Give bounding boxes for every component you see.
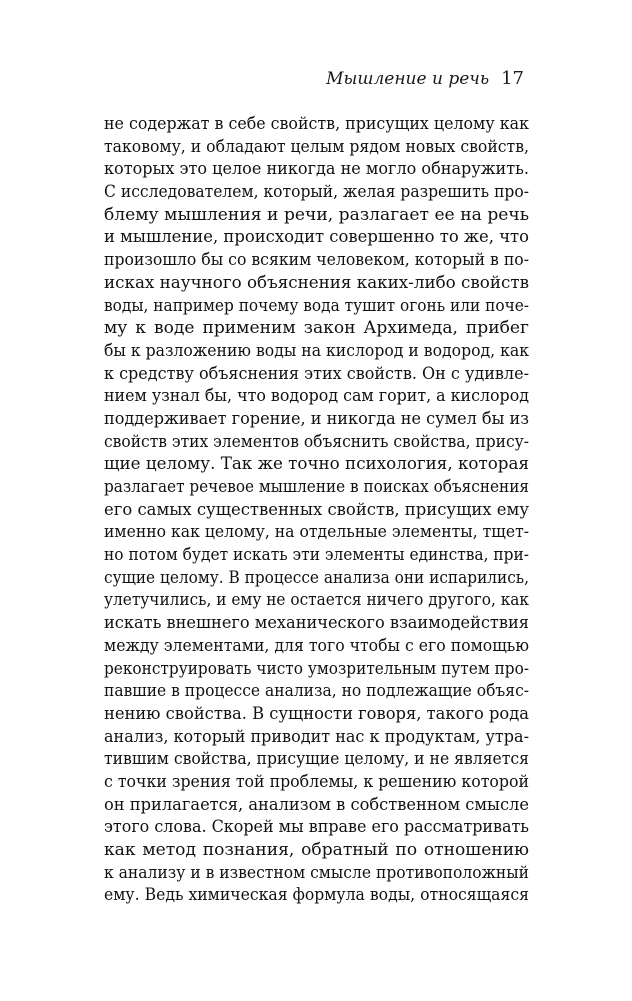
text-line: но потом будет искать эти элементы единства, при- (104, 545, 529, 566)
text-line: таковому, и обладают целым рядом новых свойств, (104, 136, 529, 157)
text-line: свойств этих элементов объяснить свойства, прису- (104, 431, 529, 452)
text-line: к анализу и в известном смысле противоположный (104, 862, 529, 883)
text-line: между элементами, для того чтобы с его помощью (104, 635, 529, 656)
text-line: к средству объяснения этих свойств. Он с удивле- (104, 363, 529, 384)
page-number: 17 (501, 68, 524, 89)
text-line: реконструировать чисто умозрительным путем про- (104, 658, 529, 679)
text-line: его самых существенных свойств, присущих ему (104, 499, 529, 520)
text-line: воды, например почему вода тушит огонь или поче- (104, 295, 529, 316)
text-line: блему мышления и речи, разлагает ее на речь (104, 204, 529, 225)
running-title: Мышление и речь (326, 69, 490, 89)
text-line: анализ, который приводит нас к продуктам, утра- (104, 726, 529, 747)
text-line: исках научного объяснения каких-либо свойств (104, 272, 529, 293)
text-line: ему. Ведь химическая формула воды, относящаяся (104, 885, 529, 906)
text-line: нием узнал бы, что водород сам горит, а кислород (104, 386, 529, 407)
text-line: именно как целому, на отдельные элементы, тщет- (104, 522, 529, 543)
text-line: улетучились, и ему не остается ничего другого, как (104, 590, 529, 611)
text-line: щие целому. Так же точно психология, которая (104, 454, 529, 475)
text-line: этого слова. Скорей мы вправе его рассматривать (104, 817, 529, 838)
text-line: павшие в процессе анализа, но подлежащие объяс- (104, 681, 529, 702)
text-line: нению свойства. В сущности говоря, такого рода (104, 703, 529, 724)
text-line: му к воде применим закон Архимеда, прибег (104, 318, 529, 339)
text-line: разлагает речевое мышление в поисках объяснения (104, 477, 529, 497)
text-line: С исследователем, который, желая разрешить про- (104, 182, 529, 203)
text-line: бы к разложению воды на кислород и водород, как (104, 340, 529, 361)
text-line: произошло бы со всяким человеком, который в по- (104, 250, 529, 271)
text-line: и мышление, происходит совершенно то же, что (104, 227, 529, 248)
body-text (104, 113, 529, 907)
text-line: не содержат в себе свойств, присущих целому как (104, 114, 529, 134)
text-line: тившим свойства, присущие целому, и не является (104, 749, 529, 770)
text-line: как метод познания, обратный по отношению (104, 840, 529, 860)
text-line: с точки зрения той проблемы, к решению которой (104, 771, 529, 792)
running-header (326, 68, 524, 89)
text-line: сущие целому. В процессе анализа они испарились, (104, 567, 529, 588)
text-line: поддерживает горение, и никогда не сумел бы из (104, 408, 529, 429)
text-line: искать внешнего механического взаимодействия (104, 613, 529, 634)
text-line: он прилагается, анализом в собственном смысле (104, 794, 529, 815)
text-line: которых это целое никогда не могло обнаружить. (104, 159, 529, 180)
